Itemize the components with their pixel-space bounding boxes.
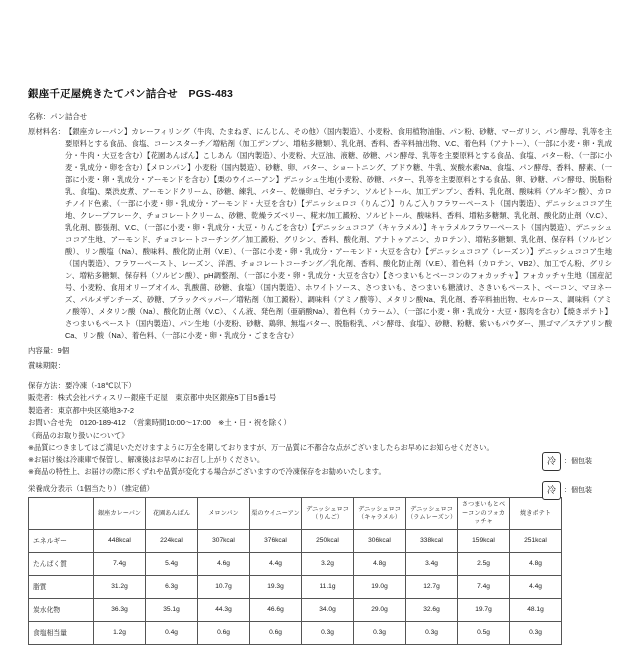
header-cell-9: 焼きポテト [510,498,562,530]
cell-value: 29.0g [354,599,406,622]
header-cell-4: 栗のウイニーアン [250,498,302,530]
cell-value: 48.1g [510,599,562,622]
cell-value: 46.6g [250,599,302,622]
cell-value: 12.7g [406,576,458,599]
table-row [29,576,562,599]
table-row [29,599,562,622]
cell-value: 251kcal [510,530,562,553]
nutrition-title: 栄養成分表示（1個当たり）（推定値） [28,484,155,494]
label-content [28,86,612,645]
cell-value: 0.5g [458,622,510,645]
cell-value: 11.1g [302,576,354,599]
cell-value: 3.2g [302,553,354,576]
cell-value: 36.3g [94,599,146,622]
legend-label: ：個包装 [564,486,592,494]
header-cell-6: デニッシュロコ（キャラメル） [354,498,406,530]
cell-value: 31.2g [94,576,146,599]
cell-value: 0.3g [302,622,354,645]
legend-item [542,452,628,471]
handling-heading: 《商品のお取り扱いについて》 [28,430,129,440]
field-ingredients-label: 原材料名： [28,126,65,136]
storage-method: 保存方法：要冷凍（-18℃以下） [28,380,136,390]
cell-value: 4.4g [510,576,562,599]
cell-value: 376kcal [250,530,302,553]
legend-item [542,481,628,500]
field-name [28,111,612,123]
table-header-row [29,498,562,530]
field-expiry [28,360,612,372]
cell-value: 19.7g [458,599,510,622]
cell-value: 159kcal [458,530,510,553]
header-cell-2: 花園あんぱん [146,498,198,530]
cell-value: 4.6g [198,553,250,576]
cell-value: 338kcal [406,530,458,553]
header-cell-7: デニッシュロコ（ラムレーズン） [406,498,458,530]
page-title: 銀座千疋屋焼きたてパン詰合せ PGS-483 [28,88,234,100]
cell-value: 7.4g [94,553,146,576]
table-row [29,530,562,553]
cell-value: 4.8g [354,553,406,576]
cell-value: 32.6g [406,599,458,622]
contact-phone: お問い合せ先 0120-189-412 （営業時間10:00～17:00 ※土・日・祝を除く） [28,418,291,428]
cell-value: 6.3g [146,576,198,599]
cell-value: 44.3g [198,599,250,622]
handling-note-1: ※品質につきましてはご満足いただけますように万全を期しておりますが、万一品質に不都合な点がございましたらお早めにお知らせください。 [28,443,494,453]
cell-value: 4.8g [510,553,562,576]
field-ingredients [28,126,612,342]
field-quantity-label: 内容量： [28,345,58,355]
header-cell-8: さつまいもとベーコンのフォカッチャ [458,498,510,530]
table-row [29,553,562,576]
cell-value: 1.2g [94,622,146,645]
row-label: 炭水化物 [29,599,94,622]
cell-value: 3.4g [406,553,458,576]
field-name-value: パン詰合せ [50,112,88,121]
cell-value: 0.6g [250,622,302,645]
field-name-label: 名称： [28,112,51,121]
table-row [29,622,562,645]
cell-value: 19.0g [354,576,406,599]
cell-value: 224kcal [146,530,198,553]
nutrition-table [28,497,562,645]
cell-value: 35.1g [146,599,198,622]
cell-value: 19.3g [250,576,302,599]
cell-value: 0.3g [510,622,562,645]
cell-value: 448kcal [94,530,146,553]
cell-value: 5.4g [146,553,198,576]
field-quantity [28,345,612,357]
header-cell-1: 銀座カレーパン [94,498,146,530]
field-expiry-value [65,360,612,372]
field-expiry-label: 賞味期限： [28,360,65,370]
header-cell-3: メロンパン [198,498,250,530]
cell-value: 0.3g [406,622,458,645]
field-quantity-value: 9個 [57,345,70,355]
legend-label: ：個包装 [564,457,592,465]
seller-info: 販売者：株式会社パティスリー銀座千疋屋 東京都中央区銀座5丁目5番1号 [28,393,277,403]
frozen-icon: 冷 [542,481,561,500]
row-label: 脂質 [29,576,94,599]
cell-value: 0.3g [354,622,406,645]
cell-value: 306kcal [354,530,406,553]
header-cell-5: デニッシュロコ（りんご） [302,498,354,530]
frozen-icon: 冷 [542,452,561,471]
packaging-legend [542,452,628,510]
handling-note-2: ※お届け後は冷凍庫で保管し、解凍後はお早めにお召し上がりください。 [28,455,265,465]
manufacturer-info: 製造者：東京都中央区築地3-7-2 [28,405,134,415]
row-label: 食塩相当量 [29,622,94,645]
cell-value: 0.4g [146,622,198,645]
cell-value: 34.0g [302,599,354,622]
handling-note-3: ※商品の特性上、お届けの際に形くずれや品質が変化する場合がございますので冷凍保存をお勧めいたします。 [28,467,386,477]
field-ingredients-value: 【銀座カレーパン】カレーフィリング（牛肉、たまねぎ、にんじん、その他）（国内製造）、小麦粉、食用植物油脂、パン粉、砂糖、マーガリン、パン酵母、乳等を主要原料とする食品、食塩、コーンスターチ／増粘剤（加工デンプン、増粘多糖類）、乳化剤、香料、香辛料抽出物、V.C、着色料（アナトー）、（一部に小麦・卵・乳成分・牛肉・大豆を含む）【花園あんぱん】こしあん（国内製造）、小麦粉、大豆油、液糖、砂糖、パン酵母、乳等を主要原料とする食品、食塩、バター粉、（一部に小麦・乳成分・卵を含む）【メロンパン】小麦粉（国内製造）、砂糖、卵、バター、ショートニング、ブドウ糖、牛乳、炭酸水素Na、食塩、パン酵母、香料、酵素、（一部に小麦・卵・乳成分・アーモンドを含む）【栗のウイニーアン】デニッシュ生地(小麦粉、砂糖、バター、乳等を主要原料とする食品、卵、砂糖、パン酵母、脱脂粉乳、食塩)、栗渋皮煮、アーモンドクリーム、砂糖、練乳、バター、乾燥卵白、ゼラチン、ソルビトール、加工デンプン、香料、乳化剤、酸味料（アルギン酸）、カロチノイド色素、（一部に小麦・卵・乳成分・アーモンド・大豆を含む）【デニッシュロコ（りんご）】りんご入りフラワーペースト（国内製造）、デニッシュココア生地、クレープフレーク、チョコレートクリーム、砂糖、乾燥ラズベリー、糀末/加工澱粉、ソルビトール、酸味料、香料、増粘多糖類、乳化剤、酸化防止剤（V.C）、乳化剤、膨張剤、V.C、（一部に小麦・卵・乳成分・大豆・りんごを含む）【デニッシュココア（キャラメル）】キャラメルフラワーペースト（国内製造）、デニッシュココア生地、アーモンド、チョコレートコーチング／加工澱粉、グリシン、香料、酸化剤、アナトゥアニン、カロテン）、増粘多糖類、乳化剤、保存料（ソルビン酸）、リン酸塩（Na）、酸味料、酸化防止剤（V.E）、（一部に小麦・卵・乳成分・アーモンド・大豆を含む）【デニッシュココア（レーズン）】デニッシュココア生地（国内製造）、フラワーペースト、レーズン、洋酒、チョコレートコーチング／乳化剤、香料、酸化防止剤（V.E）、着色料（カロテン、VB2）、加工でん粉、グリシン、増粘多糖類、保存料（ソルビン酸）、pH調整剤、（一部に小麦・卵・乳成分・大豆を含む）【さつまいもとベーコンのフォカッチャ】フォカッチャ生地（国産記号、小麦粉、食用オリーブオイル、乳酸菌、砂糖、食塩）（国内製造）、ホワイトソース、さつまいも、さつまいも糖漬け、さきいもペースト、ベーコン、マヨネーズ、パルメザンチーズ、砂糖、ブラックペッパー／増粘剤（加工澱粉）、調味料（アミノ酸等）、メタリン酸Na、乳化剤、香辛料抽出物、セルロース、調味料（アミノ酸等）、メタリン酸（Na）、酸化防止剤（V.C）、くん液、発色剤（亜硝酸Na）、着色料（カラーム）、（一部に小麦・卵・乳成分・大豆・豚肉を含む）【焼きポテト】さつまいもペースト（国内製造）、パン生地（小麦粉、砂糖、鶏卵、無塩バター、脱脂粉乳、パン酵母、食塩）、砂糖、粉糖、紫いもパウダー、黒ゴマ／ステアリン酸Ca、リン酸（Na）、着色料、（一部に小麦・卵・乳成分・ごまを含む） [64,126,612,340]
cell-value: 0.6g [198,622,250,645]
row-label: エネルギー [29,530,94,553]
row-label: たんぱく質 [29,553,94,576]
cell-value: 307kcal [198,530,250,553]
cell-value: 7.4g [458,576,510,599]
cell-value: 2.5g [458,553,510,576]
cell-value: 250kcal [302,530,354,553]
cell-value: 4.4g [250,553,302,576]
cell-value: 10.7g [198,576,250,599]
header-cell-0 [29,498,94,530]
